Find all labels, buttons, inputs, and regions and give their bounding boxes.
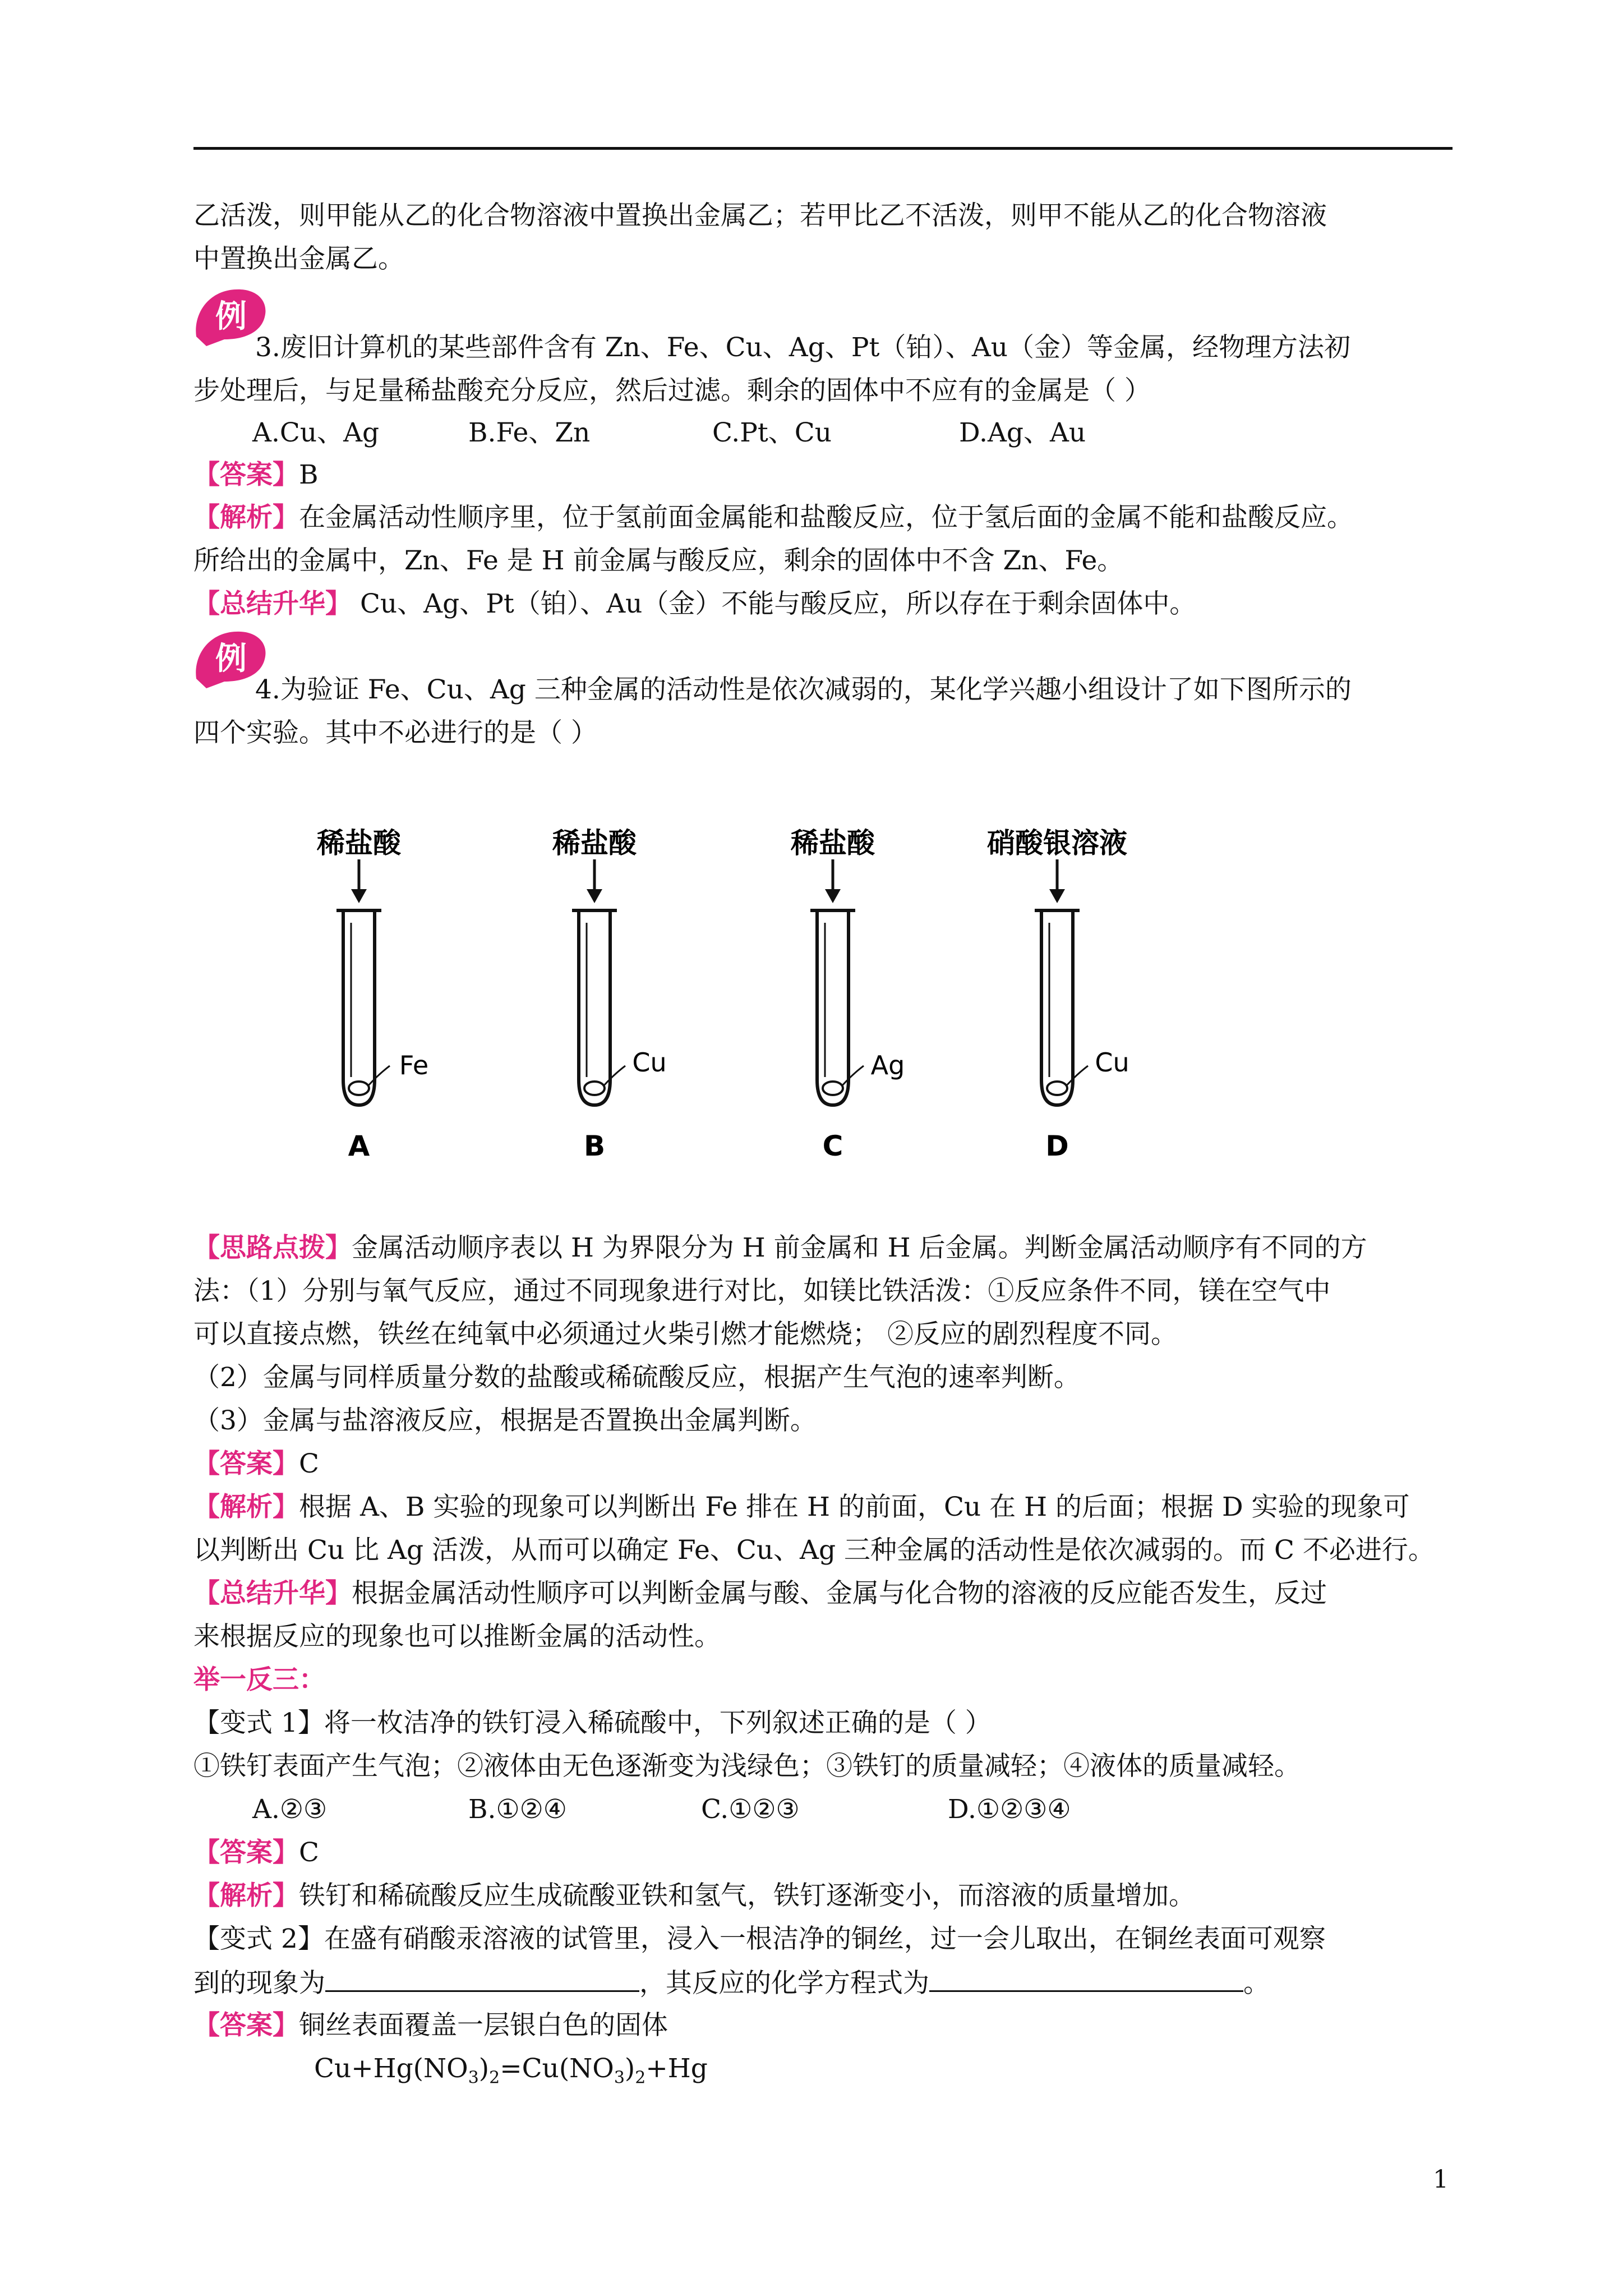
tube-c-metal-piece xyxy=(823,1082,843,1095)
v2-stem-part-3: 。 xyxy=(1243,1968,1270,1999)
eq-part: Cu+Hg(NO xyxy=(314,2053,468,2084)
analysis-text: 在金属活动性顺序里，位于氢前面金属能和盐酸反应，位于氢后面的金属不能和盐酸反应。 xyxy=(299,502,1353,533)
tube-c-glass xyxy=(810,910,855,1105)
tube-b-metal-piece xyxy=(584,1082,605,1095)
test-tube-figure xyxy=(292,819,1166,1167)
eq-part: +Hg xyxy=(645,2053,708,2084)
intro-line-2: 中置换出金属乙。 xyxy=(193,243,404,274)
hint-text: 金属活动顺序表以 H 为界限分为 H 前金属和 H 后金属。判断金属活动顺序有不同的方 xyxy=(352,1232,1367,1263)
tube-d xyxy=(987,827,1129,1162)
analysis-text: 根据 A、B 实验的现象可以判断出 Fe 排在 H 的前面，Cu 在 H 的后面；根据 D 实验的现象可 xyxy=(299,1492,1410,1522)
v2-equation xyxy=(314,2052,708,2095)
arrow-head-icon xyxy=(587,889,602,903)
v1-option-d: D.①②③④ xyxy=(948,1794,1071,1825)
eq-subscript: 3 xyxy=(468,2068,479,2088)
tube-a-metal-piece xyxy=(349,1082,369,1095)
answer-label: 【答案】 xyxy=(193,1837,299,1868)
eq-part: =Cu(NO xyxy=(500,2053,614,2084)
tube-a-metal: Fe xyxy=(399,1050,429,1080)
summary-label: 【总结升华】 xyxy=(193,588,352,619)
eq-subscript: 2 xyxy=(635,2068,646,2088)
page-number: 1 xyxy=(1433,2165,1449,2194)
tube-b-metal: Cu xyxy=(632,1047,667,1078)
tube-b-glass xyxy=(572,910,617,1105)
ex4-analysis-line-1 xyxy=(193,1490,1410,1524)
tube-d-glass xyxy=(1035,910,1080,1105)
tube-c-letter: C xyxy=(822,1130,843,1162)
summary-text: 根据金属活动性顺序可以判断金属与酸、金属与化合物的溶液的反应能否发生，反过 xyxy=(352,1578,1327,1609)
v2-blank-2 xyxy=(929,1966,1243,1992)
tube-a-letter: A xyxy=(348,1130,370,1162)
v1-question: 将一枚洁净的铁钉浸入稀硫酸中，下列叙述正确的是（ ） xyxy=(324,1708,992,1738)
ex4-hint-line-3: 可以直接点燃，铁丝在纯氧中必须通过火柴引燃才能燃烧； ②反应的剧烈程度不同。 xyxy=(193,1319,1177,1350)
tube-d-reagent: 硝酸银溶液 xyxy=(987,827,1127,859)
v2-label: 【变式 2】 xyxy=(193,1924,324,1954)
practice-heading: 举一反三： xyxy=(193,1664,325,1695)
ex4-stem-line-1: 4.为验证 Fe、Cu、Ag 三种金属的活动性是依次减弱的，某化学兴趣小组设计了如下图所示的 xyxy=(255,674,1352,705)
answer-value: C xyxy=(299,1837,319,1868)
ex4-answer xyxy=(193,1447,319,1481)
ex3-option-b: B.Fe、Zn xyxy=(468,417,591,448)
tube-d-letter: D xyxy=(1045,1130,1069,1162)
ex4-hint-line-2: 法：（1）分别与氧气反应，通过不同现象进行对比，如镁比铁活泼：①反应条件不同，镁在空气中 xyxy=(193,1276,1331,1306)
arrow-head-icon xyxy=(825,889,841,903)
v1-option-b: B.①②④ xyxy=(468,1794,567,1825)
v1-analysis xyxy=(193,1879,1195,1913)
answer-value: C xyxy=(299,1448,319,1479)
v1-answer xyxy=(193,1836,319,1870)
analysis-label: 【解析】 xyxy=(193,502,299,533)
eq-part: ) xyxy=(624,2053,635,2084)
ex4-hint-line-4: （2）金属与同样质量分数的盐酸或稀硫酸反应，根据产生气泡的速率判断。 xyxy=(193,1362,1080,1393)
summary-text: Cu、Ag、Pt（铂）、Au（金）不能与酸反应，所以存在于剩余固体中。 xyxy=(352,588,1196,619)
tube-a xyxy=(316,827,428,1162)
v1-stem xyxy=(193,1706,992,1740)
tube-d-metal: Cu xyxy=(1095,1047,1129,1078)
ex3-analysis-line-1 xyxy=(193,501,1353,535)
ex3-option-c: C.Pt、Cu xyxy=(712,417,832,448)
v2-stem-line-2 xyxy=(193,1966,1270,2000)
v1-option-c: C.①②③ xyxy=(701,1794,800,1825)
tube-c xyxy=(790,827,905,1162)
ex4-summary-line-2: 来根据反应的现象也可以推断金属的活动性。 xyxy=(193,1621,721,1652)
summary-label: 【总结升华】 xyxy=(193,1578,352,1609)
eq-subscript: 2 xyxy=(489,2068,500,2088)
answer-value: B xyxy=(299,459,319,490)
v2-blank-1 xyxy=(325,1966,639,1992)
ex4-analysis-line-2: 以判断出 Cu 比 Ag 活泼，从而可以确定 Fe、Cu、Ag 三种金属的活动性是依次减弱的。而 C 不必进行。 xyxy=(193,1535,1435,1566)
answer-label: 【答案】 xyxy=(193,459,299,490)
v2-stem-part-1: 到的现象为 xyxy=(193,1968,325,1999)
ex4-hint-line-1 xyxy=(193,1231,1367,1265)
intro-line-1: 乙活泼，则甲能从乙的化合物溶液中置换出金属乙；若甲比乙不活泼，则甲不能从乙的化合物溶液 xyxy=(193,200,1327,231)
ex4-hint-line-5: （3）金属与盐溶液反应，根据是否置换出金属判断。 xyxy=(193,1405,817,1436)
v2-question: 在盛有硝酸汞溶液的试管里，浸入一根洁净的铜丝，过一会儿取出，在铜丝表面可观察 xyxy=(324,1924,1326,1954)
answer-label: 【答案】 xyxy=(193,1448,299,1479)
ex3-analysis-line-2: 所给出的金属中，Zn、Fe 是 H 前金属与酸反应，剩余的固体中不含 Zn、Fe。 xyxy=(193,545,1124,576)
ex3-answer xyxy=(193,458,319,492)
ex3-option-d: D.Ag、Au xyxy=(959,417,1086,448)
v2-answer xyxy=(193,2009,668,2042)
answer-label: 【答案】 xyxy=(193,2010,299,2041)
badge-label: 例 xyxy=(215,640,247,677)
v1-label: 【变式 1】 xyxy=(193,1708,324,1738)
tube-c-metal: Ag xyxy=(870,1050,905,1080)
v2-stem-line-1 xyxy=(193,1922,1326,1956)
ex3-summary xyxy=(193,587,1196,621)
tube-d-metal-piece xyxy=(1047,1082,1067,1095)
ex3-option-a: A.Cu、Ag xyxy=(252,417,380,448)
header-rule xyxy=(193,147,1453,150)
badge-label: 例 xyxy=(215,298,247,335)
tube-a-glass xyxy=(336,910,381,1105)
arrow-head-icon xyxy=(1049,889,1065,903)
tube-a-reagent: 稀盐酸 xyxy=(317,827,401,859)
arrow-head-icon xyxy=(351,889,367,903)
eq-part: ) xyxy=(478,2053,490,2084)
ex4-summary-line-1 xyxy=(193,1577,1327,1611)
analysis-label: 【解析】 xyxy=(193,1492,299,1522)
tube-b xyxy=(552,827,667,1162)
v1-option-a: A.②③ xyxy=(252,1794,328,1825)
ex3-stem-line-1: 3.废旧计算机的某些部件含有 Zn、Fe、Cu、Ag、Pt（铂）、Au（金）等金属，经物理方法初 xyxy=(255,332,1351,363)
answer-value: 铜丝表面覆盖一层银白色的固体 xyxy=(299,2010,668,2041)
v2-stem-part-2: ，其反应的化学方程式为 xyxy=(639,1968,929,1999)
eq-subscript: 3 xyxy=(614,2068,625,2088)
tube-b-reagent: 稀盐酸 xyxy=(552,827,637,859)
tube-c-reagent: 稀盐酸 xyxy=(791,827,875,859)
tube-b-letter: B xyxy=(583,1130,606,1162)
analysis-text: 铁钉和稀硫酸反应生成硫酸亚铁和氢气，铁钉逐渐变小，而溶液的质量增加。 xyxy=(299,1880,1195,1911)
v1-items: ①铁钉表面产生气泡；②液体由无色逐渐变为浅绿色；③铁钉的质量减轻；④液体的质量减轻。 xyxy=(193,1751,1301,1782)
ex4-stem-line-2: 四个实验。其中不必进行的是（ ） xyxy=(193,717,597,748)
hint-label: 【思路点拨】 xyxy=(193,1232,352,1263)
analysis-label: 【解析】 xyxy=(193,1880,299,1911)
ex3-stem-line-2: 步处理后，与足量稀盐酸充分反应，然后过滤。剩余的固体中不应有的金属是（ ） xyxy=(193,375,1151,406)
